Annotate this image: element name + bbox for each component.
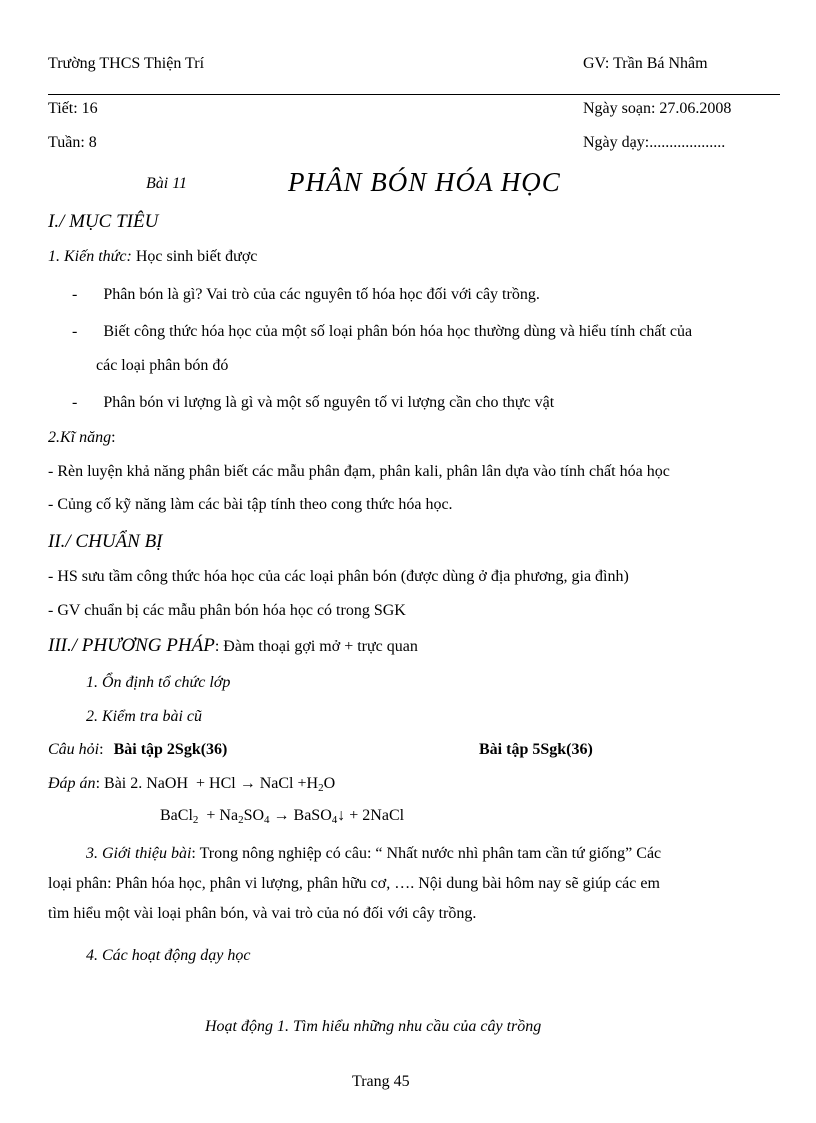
step-4: 4. Các hoạt động dạy học [86, 947, 251, 964]
section-method-heading: III./ PHƯƠNG PHÁP [48, 635, 215, 656]
knowledge-line [48, 247, 257, 267]
list-item: - Biết công thức hóa học của một số loại phân bón hóa học thường dùng và hiểu tính chất của [72, 323, 693, 340]
teach-date: Ngày dạy:................... [583, 134, 726, 151]
skills-heading: 2.Kĩ năng: [48, 429, 116, 446]
page-number: Trang 45 [352, 1073, 410, 1090]
activity-heading: Hoạt động 1. Tìm hiểu những nhu cầu của cây trồng [205, 1018, 542, 1035]
step-3-label: 3. Giới thiệu bài [86, 845, 192, 862]
intro-paragraph: 3. Giới thiệu bài: Trong nông nghiệp có câu: “ Nhất nước nhì phân tam cần tứ giống” Các loại phân: Phân hóa học, phân vi lượng, phân hữu cơ, …. Nội dung bài hôm nay sẽ giúp các em tìm hiểu một vài loại phân bón, và vai trò của nó đối với cây trồng. [48, 845, 662, 922]
school-name: Trường THCS Thiện Trí [48, 55, 205, 72]
page-title: PHÂN BÓN HÓA HỌC [288, 167, 561, 197]
skill-item: - Rèn luyện khả năng phân biết các mẫu phân đạm, phân kali, phân lân dựa vào tính chất hóa học [48, 463, 670, 480]
question-a: Bài tập 2Sgk(36) [113, 741, 228, 758]
question-b: Bài tập 5Sgk(36) [479, 741, 593, 758]
section-preparation-heading: II./ CHUẨN BỊ [48, 531, 163, 552]
list-item: - Phân bón là gì? Vai trò của các nguyên tố hóa học đối với cây trồng. [72, 286, 540, 303]
header-divider [48, 94, 780, 95]
lesson-number: Tiết: 16 [48, 100, 98, 117]
skill-item: - Củng cố kỹ năng làm các bài tập tính theo cong thức hóa học. [48, 496, 453, 513]
teacher-name: GV: Trần Bá Nhâm [583, 55, 708, 72]
question-line: Câu hỏi: Bài tập 2Sgk(36) [48, 741, 228, 758]
lesson-label: Bài 11 [146, 175, 188, 192]
method-text: Đàm thoại gợi mở + trực quan [223, 638, 418, 655]
section-objectives-heading: I./ MỤC TIÊU [48, 211, 159, 232]
prep-date: Ngày soạn: 27.06.2008 [583, 100, 732, 117]
prep-item: - GV chuẩn bị các mẫu phân bón hóa học có trong SGK [48, 602, 406, 619]
knowledge-text: Học sinh biết được [135, 248, 258, 265]
answer-line: Đáp án: Bài 2. NaOH + HCl → NaCl $+H_2O$ [48, 775, 336, 794]
method-line: III./ PHƯƠNG PHÁP: Đàm thoại gợi mở + trực quan [48, 635, 418, 656]
step-2: 2. Kiểm tra bài cũ [86, 708, 202, 725]
precipitate-arrow: ↓ [337, 807, 346, 824]
prep-item: - HS sưu tầm công thức hóa học của các loại phân bón (được dùng ở địa phương, gia đình) [48, 568, 629, 585]
step-1: 1. Ổn định tổ chức lớp [86, 674, 231, 691]
list-item-continuation: các loại phân bón đó [96, 357, 229, 374]
list-item: - Phân bón vi lượng là gì và một số nguyên tố vi lượng cần cho thực vật [72, 394, 555, 411]
equation-2: BaCl$_2$ + $Na_2SO_4$ → BaSO$_4$↓ + 2NaCl [160, 807, 405, 826]
knowledge-label: 1. Kiến thức: [48, 248, 132, 265]
week-number: Tuần: 8 [48, 134, 97, 151]
